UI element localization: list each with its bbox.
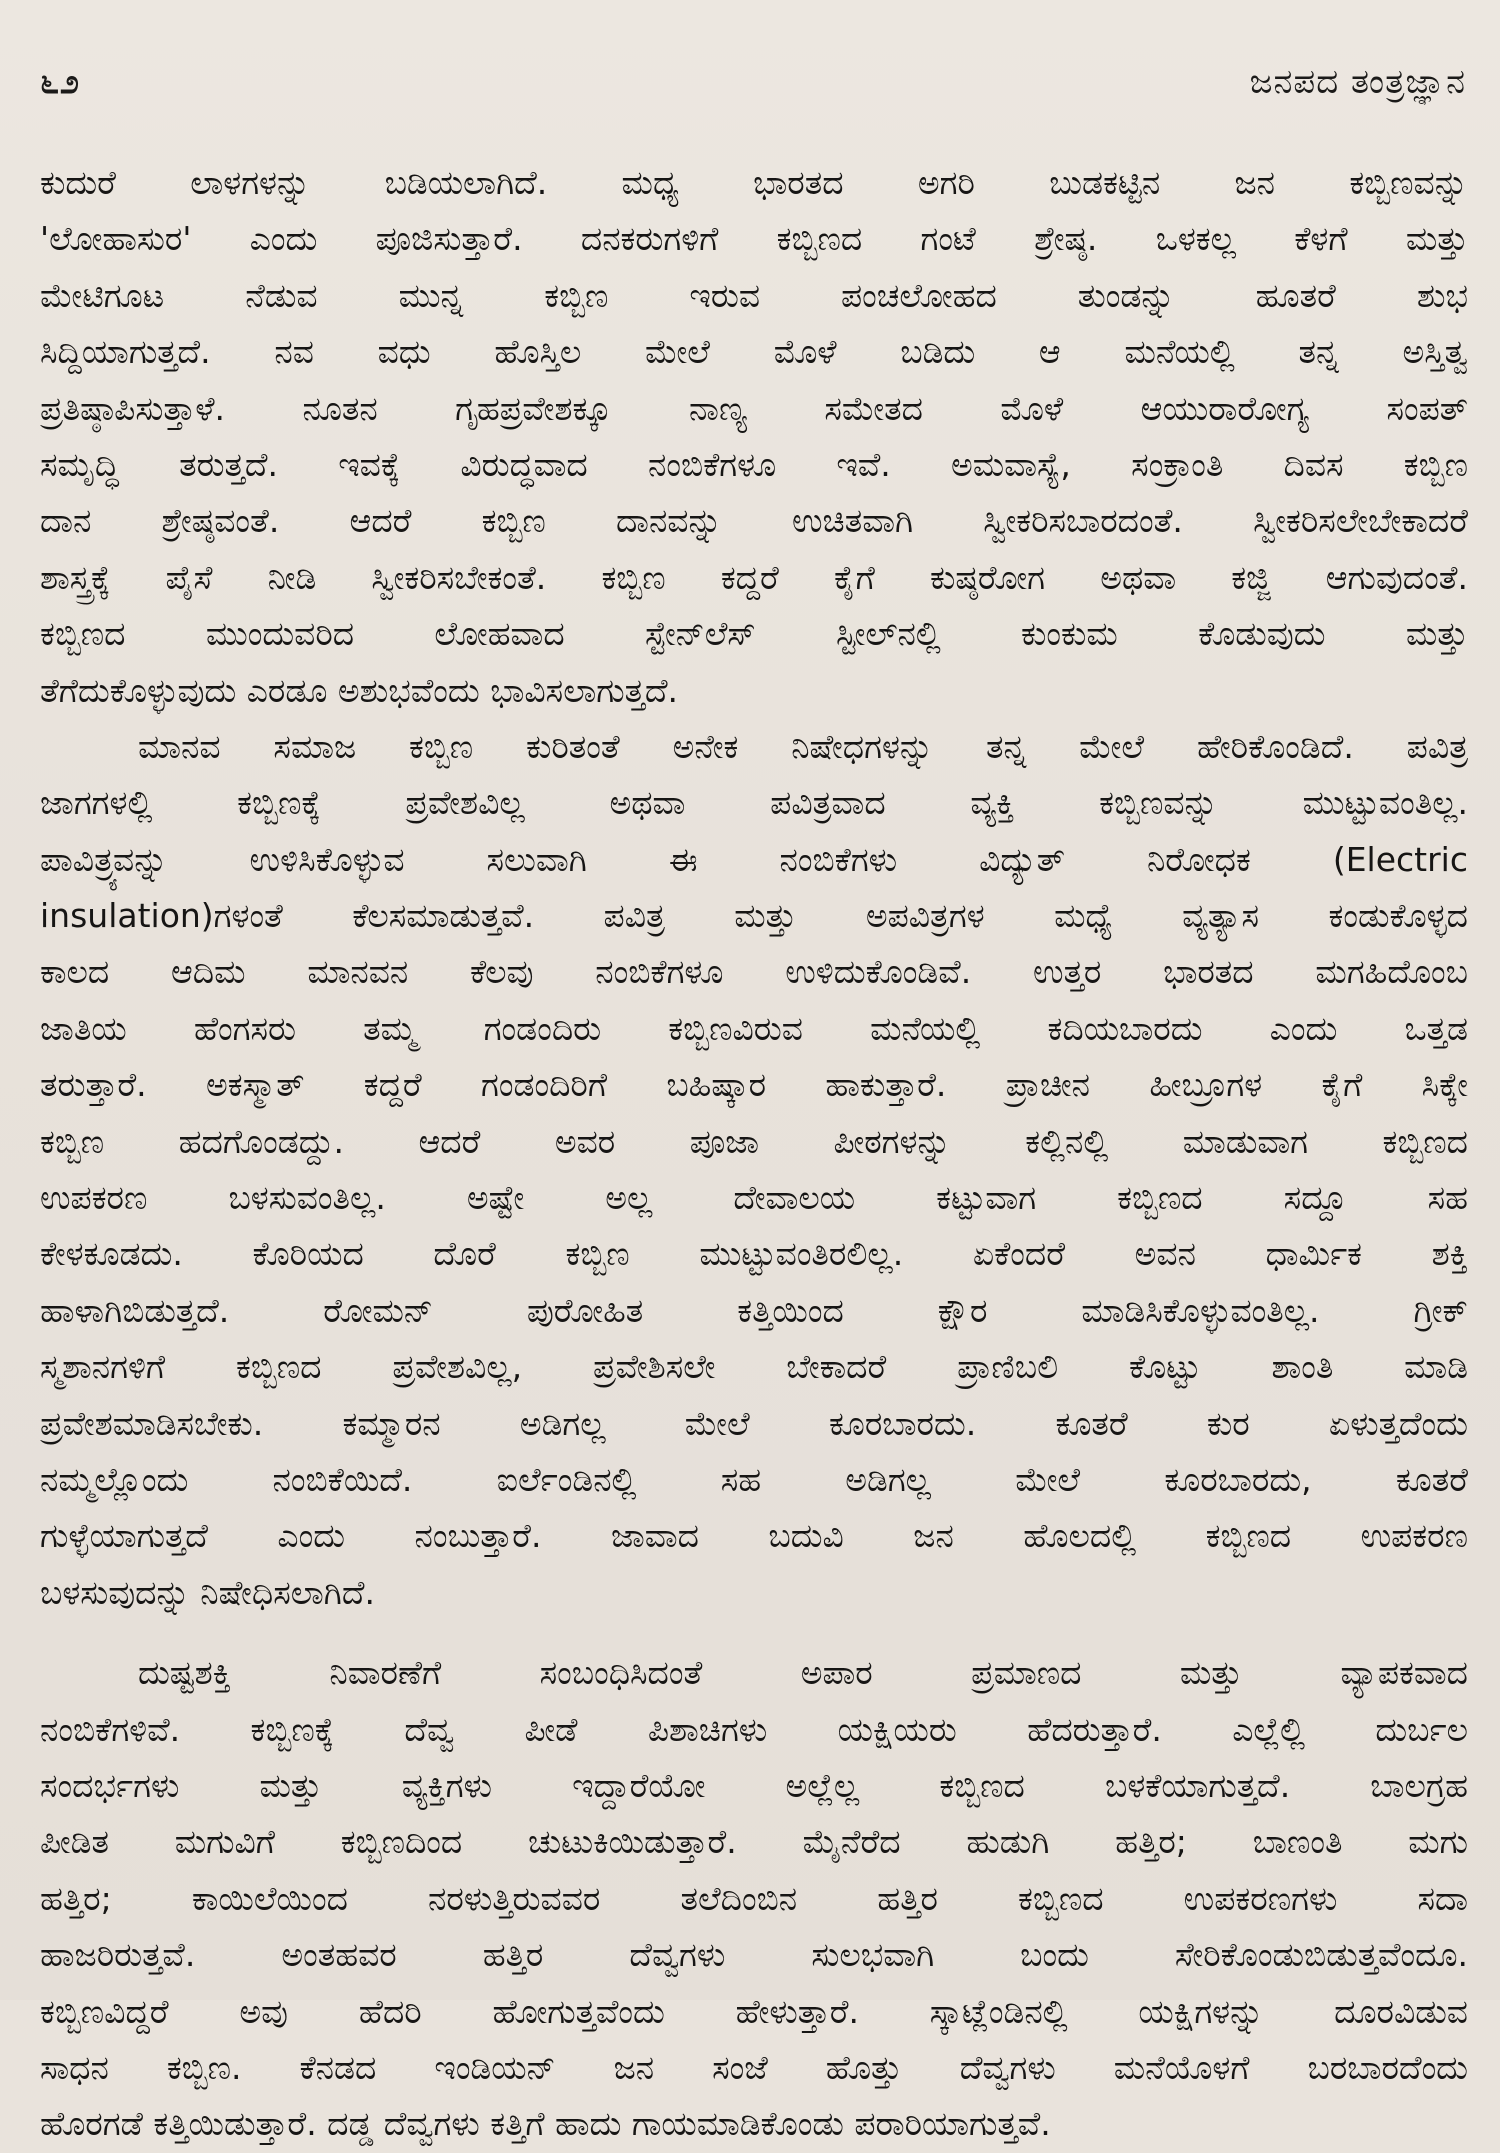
text-line: ಕಬ್ಬಿಣವಿದ್ದರೆ ಅವು ಹೆದರಿ ಹೋಗುತ್ತವೆಂದು ಹೇಳುತ್ತಾರೆ. ಸ್ಕಾಟ್ಲೆಂಡಿನಲ್ಲಿ ಯಕ್ಷಿಗಳನ್ನು ದೂರವಿಡುವ: [40, 1991, 1468, 2031]
text-line: ಸ್ಮಶಾನಗಳಿಗೆ ಕಬ್ಬಿಣದ ಪ್ರವೇಶವಿಲ್ಲ, ಪ್ರವೇಶಿಸಲೇ ಬೇಕಾದರೆ ಪ್ರಾಣಿಬಲಿ ಕೊಟ್ಟು ಶಾಂತಿ ಮಾಡಿ: [40, 1347, 1468, 1387]
text-line: ಹತ್ತಿರ; ಕಾಯಿಲೆಯಿಂದ ನರಳುತ್ತಿರುವವರ ತಲೆದಿಂಬಿನ ಹತ್ತಿರ ಕಬ್ಬಿಣದ ಉಪಕರಣಗಳು ಸದಾ: [40, 1878, 1468, 1918]
text-line: ಕೇಳಕೂಡದು. ಕೊರಿಯದ ದೊರೆ ಕಬ್ಬಿಣ ಮುಟ್ಟುವಂತಿರಲಿಲ್ಲ. ಏಕೆಂದರೆ ಅವನ ಧಾರ್ಮಿಕ ಶಕ್ತಿ: [40, 1234, 1468, 1274]
paragraph-gap: [40, 1621, 1468, 1645]
text-line: ದಾನ ಶ್ರೇಷ್ಠವಂತೆ. ಆದರೆ ಕಬ್ಬಿಣ ದಾನವನ್ನು ಉಚಿತವಾಗಿ ಸ್ವೀಕರಿಸಬಾರದಂತೆ. ಸ್ವೀಕರಿಸಲೇಬೇಕಾದರೆ: [40, 501, 1468, 541]
text-line: ತೆಗೆದುಕೊಳ್ಳುವುದು ಎರಡೂ ಅಶುಭವೆಂದು ಭಾವಿಸಲಾಗುತ್ತದೆ.: [40, 670, 679, 710]
text-line: ಕುದುರೆ ಲಾಳಗಳನ್ನು ಬಡಿಯಲಾಗಿದೆ. ಮಧ್ಯ ಭಾರತದ ಅಗರಿ ಬುಡಕಟ್ಟಿನ ಜನ ಕಬ್ಬಿಣವನ್ನು: [40, 163, 1468, 202]
text-line: ಸಂದರ್ಭಗಳು ಮತ್ತು ವ್ಯಕ್ತಿಗಳು ಇದ್ದಾರೆಯೋ ಅಲ್ಲೆಲ್ಲ ಕಬ್ಬಿಣದ ಬಳಕೆಯಾಗುತ್ತದೆ. ಬಾಲಗ್ರಹ: [40, 1765, 1468, 1805]
text-line: ಮಾನವ ಸಮಾಜ ಕಬ್ಬಿಣ ಕುರಿತಂತೆ ಅನೇಕ ನಿಷೇಧಗಳನ್ನು ತನ್ನ ಮೇಲೆ ಹೇರಿಕೊಂಡಿದೆ. ಪವಿತ್ರ: [138, 726, 1468, 766]
text-line: ಹೊರಗಡೆ ಕತ್ತಿಯಿಡುತ್ತಾರೆ. ದಡ್ಡ ದೆವ್ವಗಳು ಕತ್ತಿಗೆ ಹಾದು ಗಾಯಮಾಡಿಕೊಂಡು ಪರಾರಿಯಾಗುತ್ತವೆ.: [40, 2104, 1051, 2144]
running-header: [40, 52, 1466, 112]
text-line: ನಂಬಿಕೆಗಳಿವೆ. ಕಬ್ಬಿಣಕ್ಕೆ ದೆವ್ವ ಪೀಡೆ ಪಿಶಾಚಿಗಳು ಯಕ್ಷಿಯರು ಹೆದರುತ್ತಾರೆ. ಎಲ್ಲೆಲ್ಲಿ ದುರ್ಬಲ: [40, 1709, 1468, 1749]
text-line: ಉಪಕರಣ ಬಳಸುವಂತಿಲ್ಲ. ಅಷ್ಟೇ ಅಲ್ಲ ದೇವಾಲಯ ಕಟ್ಟುವಾಗ ಕಬ್ಬಿಣದ ಸದ್ದೂ ಸಹ: [40, 1178, 1468, 1218]
book-title: ಜನಪದ ತಂತ್ರಜ್ಞಾನ: [1249, 62, 1466, 102]
text-line: ಕಾಲದ ಆದಿಮ ಮಾನವನ ಕೆಲವು ನಂಬಿಕೆಗಳೂ ಉಳಿದುಕೊಂಡಿವೆ. ಉತ್ತರ ಭಾರತದ ಮಗಹಿದೊಂಬ: [40, 952, 1468, 992]
text-line: ಪಾವಿತ್ರ್ಯವನ್ನು ಉಳಿಸಿಕೊಳ್ಳುವ ಸಲುವಾಗಿ ಈ ನಂಬಿಕೆಗಳು ವಿದ್ಯುತ್ ನಿರೋಧಕ (Electric: [40, 839, 1468, 879]
text-line: ಪ್ರವೇಶಮಾಡಿಸಬೇಕು. ಕಮ್ಮಾರನ ಅಡಿಗಲ್ಲ ಮೇಲೆ ಕೂರಬಾರದು. ಕೂತರೆ ಕುರ ಏಳುತ್ತದೆಂದು: [40, 1403, 1468, 1443]
text-line: ಪ್ರತಿಷ್ಠಾಪಿಸುತ್ತಾಳೆ. ನೂತನ ಗೃಹಪ್ರವೇಶಕ್ಕೂ ನಾಣ್ಯ ಸಮೇತದ ಮೊಳೆ ಆಯುರಾರೋಗ್ಯ ಸಂಪತ್: [40, 388, 1468, 428]
text-line: ಕಬ್ಬಿಣ ಹದಗೊಂಡದ್ದು. ಆದರೆ ಅವರ ಪೂಜಾ ಪೀಠಗಳನ್ನು ಕಲ್ಲಿನಲ್ಲಿ ಮಾಡುವಾಗ ಕಬ್ಬಿಣದ: [40, 1121, 1468, 1161]
text-line: ಜಾಗಗಳಲ್ಲಿ ಕಬ್ಬಿಣಕ್ಕೆ ಪ್ರವೇಶವಿಲ್ಲ ಅಥವಾ ಪವಿತ್ರವಾದ ವ್ಯಕ್ತಿ ಕಬ್ಬಿಣವನ್ನು ಮುಟ್ಟುವಂತಿಲ್ಲ.: [40, 783, 1468, 823]
text-line: ಸಮೃದ್ಧಿ ತರುತ್ತದೆ. ಇವಕ್ಕೆ ವಿರುದ್ಧವಾದ ನಂಬಿಕೆಗಳೂ ಇವೆ. ಅಮವಾಸ್ಯೆ, ಸಂಕ್ರಾಂತಿ ದಿವಸ ಕಬ್ಬಿಣ: [40, 444, 1468, 484]
text-line: 'ಲೋಹಾಸುರ' ಎಂದು ಪೂಜಿಸುತ್ತಾರೆ. ದನಕರುಗಳಿಗೆ ಕಬ್ಬಿಣದ ಗಂಟೆ ಶ್ರೇಷ್ಠ. ಒಳಕಲ್ಲ ಕೆಳಗೆ ಮತ್ತು: [40, 219, 1468, 259]
text-line: ಹಾಳಾಗಿಬಿಡುತ್ತದೆ. ರೋಮನ್ ಪುರೋಹಿತ ಕತ್ತಿಯಿಂದ ಕ್ಷೌರ ಮಾಡಿಸಿಕೊಳ್ಳುವಂತಿಲ್ಲ. ಗ್ರೀಕ್: [40, 1290, 1468, 1330]
text-line: ನಮ್ಮಲ್ಲೊಂದು ನಂಬಿಕೆಯಿದೆ. ಐರ್ಲೆಂಡಿನಲ್ಲಿ ಸಹ ಅಡಿಗಲ್ಲ ಮೇಲೆ ಕೂರಬಾರದು, ಕೂತರೆ: [40, 1459, 1468, 1499]
paragraph-3: [40, 1645, 1468, 2153]
body-text: [40, 155, 1468, 2153]
text-line: ಶಾಸ್ತ್ರಕ್ಕೆ ಪೈಸೆ ನೀಡಿ ಸ್ವೀಕರಿಸಬೇಕಂತೆ. ಕಬ್ಬಿಣ ಕದ್ದರೆ ಕೈಗೆ ಕುಷ್ಠರೋಗ ಅಥವಾ ಕಜ್ಜಿ ಆಗುವುದಂತೆ.: [40, 557, 1468, 597]
text-line: ದುಷ್ಟಶಕ್ತಿ ನಿವಾರಣೆಗೆ ಸಂಬಂಧಿಸಿದಂತೆ ಅಪಾರ ಪ್ರಮಾಣದ ಮತ್ತು ವ್ಯಾಪಕವಾದ: [138, 1653, 1468, 1693]
text-line: ತರುತ್ತಾರೆ. ಅಕಸ್ಮಾತ್ ಕದ್ದರೆ ಗಂಡಂದಿರಿಗೆ ಬಹಿಷ್ಕಾರ ಹಾಕುತ್ತಾರೆ. ಪ್ರಾಚೀನ ಹೀಬ್ರೂಗಳ ಕೈಗೆ ಸಿಕ್ಕೇ: [40, 1065, 1468, 1105]
page-number: ೬೨: [40, 62, 81, 102]
text-line: ಕಬ್ಬಿಣದ ಮುಂದುವರಿದ ಲೋಹವಾದ ಸ್ಟೇನ್‌ಲೆಸ್ ಸ್ಟೀಲ್‌ನಲ್ಲಿ ಕುಂಕುಮ ಕೊಡುವುದು ಮತ್ತು: [40, 614, 1468, 654]
text-line: ಜಾತಿಯ ಹೆಂಗಸರು ತಮ್ಮ ಗಂಡಂದಿರು ಕಬ್ಬಿಣವಿರುವ ಮನೆಯಲ್ಲಿ ಕದಿಯಬಾರದು ಎಂದು ಒತ್ತಡ: [40, 1008, 1468, 1048]
text-line: ಹಾಜರಿರುತ್ತವೆ. ಅಂತಹವರ ಹತ್ತಿರ ದೆವ್ವಗಳು ಸುಲಭವಾಗಿ ಬಂದು ಸೇರಿಕೊಂಡುಬಿಡುತ್ತವೆಂದೂ.: [40, 1935, 1468, 1975]
text-line: ಗುಳ್ಳೆಯಾಗುತ್ತದೆ ಎಂದು ನಂಬುತ್ತಾರೆ. ಜಾವಾದ ಬದುವಿ ಜನ ಹೊಲದಲ್ಲಿ ಕಬ್ಬಿಣದ ಉಪಕರಣ: [40, 1516, 1468, 1556]
text-line: ಮೇಟಿಗೂಟ ನೆಡುವ ಮುನ್ನ ಕಬ್ಬಿಣ ಇರುವ ಪಂಚಲೋಹದ ತುಂಡನ್ನು ಹೂತರೆ ಶುಭ: [40, 275, 1468, 315]
paragraph-2: [40, 719, 1468, 1621]
text-line: ಪೀಡಿತ ಮಗುವಿಗೆ ಕಬ್ಬಿಣದಿಂದ ಚುಟುಕಿಯಿಡುತ್ತಾರೆ. ಮೈನೆರೆದ ಹುಡುಗಿ ಹತ್ತಿರ; ಬಾಣಂತಿ ಮಗು: [40, 1822, 1468, 1862]
text-line: insulation)ಗಳಂತೆ ಕೆಲಸಮಾಡುತ್ತವೆ. ಪವಿತ್ರ ಮತ್ತು ಅಪವಿತ್ರಗಳ ಮಧ್ಯೆ ವ್ಯತ್ಯಾಸ ಕಂಡುಕೊಳ್ಳದ: [40, 896, 1468, 936]
text-line: ಬಳಸುವುದನ್ನು ನಿಷೇಧಿಸಲಾಗಿದೆ.: [40, 1572, 375, 1612]
text-line: ಸಾಧನ ಕಬ್ಬಿಣ. ಕೆನಡದ ಇಂಡಿಯನ್ ಜನ ಸಂಜೆ ಹೊತ್ತು ದೆವ್ವಗಳು ಮನೆಯೊಳಗೆ ಬರಬಾರದೆಂದು: [40, 2047, 1468, 2087]
text-line: ಸಿದ್ದಿಯಾಗುತ್ತದೆ. ನವ ವಧು ಹೊಸ್ತಿಲ ಮೇಲೆ ಮೊಳೆ ಬಡಿದು ಆ ಮನೆಯಲ್ಲಿ ತನ್ನ ಅಸ್ತಿತ್ವ: [40, 332, 1468, 372]
paragraph-1: [40, 155, 1468, 719]
